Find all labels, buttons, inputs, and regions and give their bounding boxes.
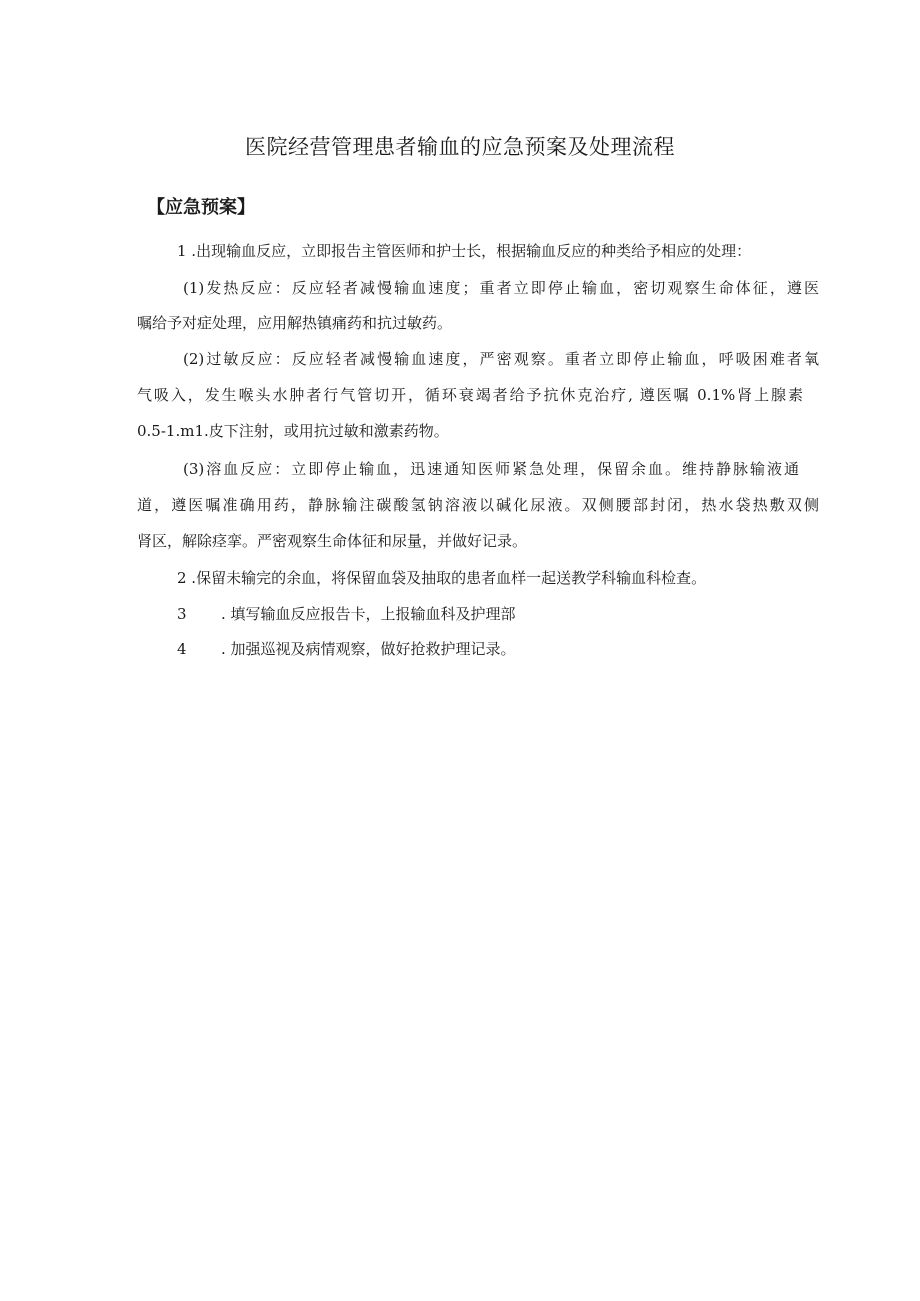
list-item-2: 2 .保留未输完的余血，将保留血袋及抽取的患者血样一起送教学科输血科检查。 — [177, 569, 707, 587]
fever-reaction-line-1: (1)发热反应：反应轻者减慢输血速度；重者立即停止输血，密切观察生命体征，遵医 — [183, 279, 819, 297]
section-heading: 【应急预案】 — [147, 197, 255, 218]
hemolytic-reaction-line-3: 肾区，解除痉挛。严密观察生命体征和尿量，并做好记录。 — [137, 532, 528, 550]
list-item-3 — [177, 603, 827, 625]
list-item-3-text: . 填写输血反应报告卡，上报输血科及护理部 — [221, 605, 516, 623]
hemolytic-reaction-line-2: 道，遵医嘱准确用药，静脉输注碳酸氢钠溶液以碱化尿液。双侧腰部封闭，热水袋热敷双侧 — [137, 496, 819, 514]
list-item-4-number: 4 — [177, 640, 187, 658]
allergic-reaction-line-2: 气吸入，发生喉头水肿者行气管切开，循环衰竭者给予抗休克治疗, 遵医嘱 0.1%肾上腺素 — [137, 386, 803, 404]
allergic-reaction-line-1: (2)过敏反应：反应轻者减慢输血速度，严密观察。重者立即停止输血，呼吸困难者氧 — [183, 350, 819, 368]
allergic-reaction-line-3: 0.5-1.m1.皮下注射，或用抗过敏和激素药物。 — [137, 422, 449, 440]
list-item-4-text: . 加强巡视及病情观察，做好抢救护理记录。 — [221, 640, 516, 658]
document-title: 医院经营管理患者输血的应急预案及处理流程 — [245, 135, 675, 159]
list-item-3-number: 3 — [177, 605, 187, 623]
hemolytic-reaction-line-1: (3)溶血反应：立即停止输血，迅速通知医师紧急处理，保留余血。维持静脉输液通 — [183, 460, 799, 478]
list-item-4 — [177, 638, 827, 660]
list-item-1: 1 .出现输血反应，立即报告主管医师和护士长，根据输血反应的种类给予相应的处理： — [177, 242, 752, 260]
fever-reaction-line-2: 嘱给予对症处理，应用解热镇痛药和抗过敏药。 — [137, 314, 453, 332]
